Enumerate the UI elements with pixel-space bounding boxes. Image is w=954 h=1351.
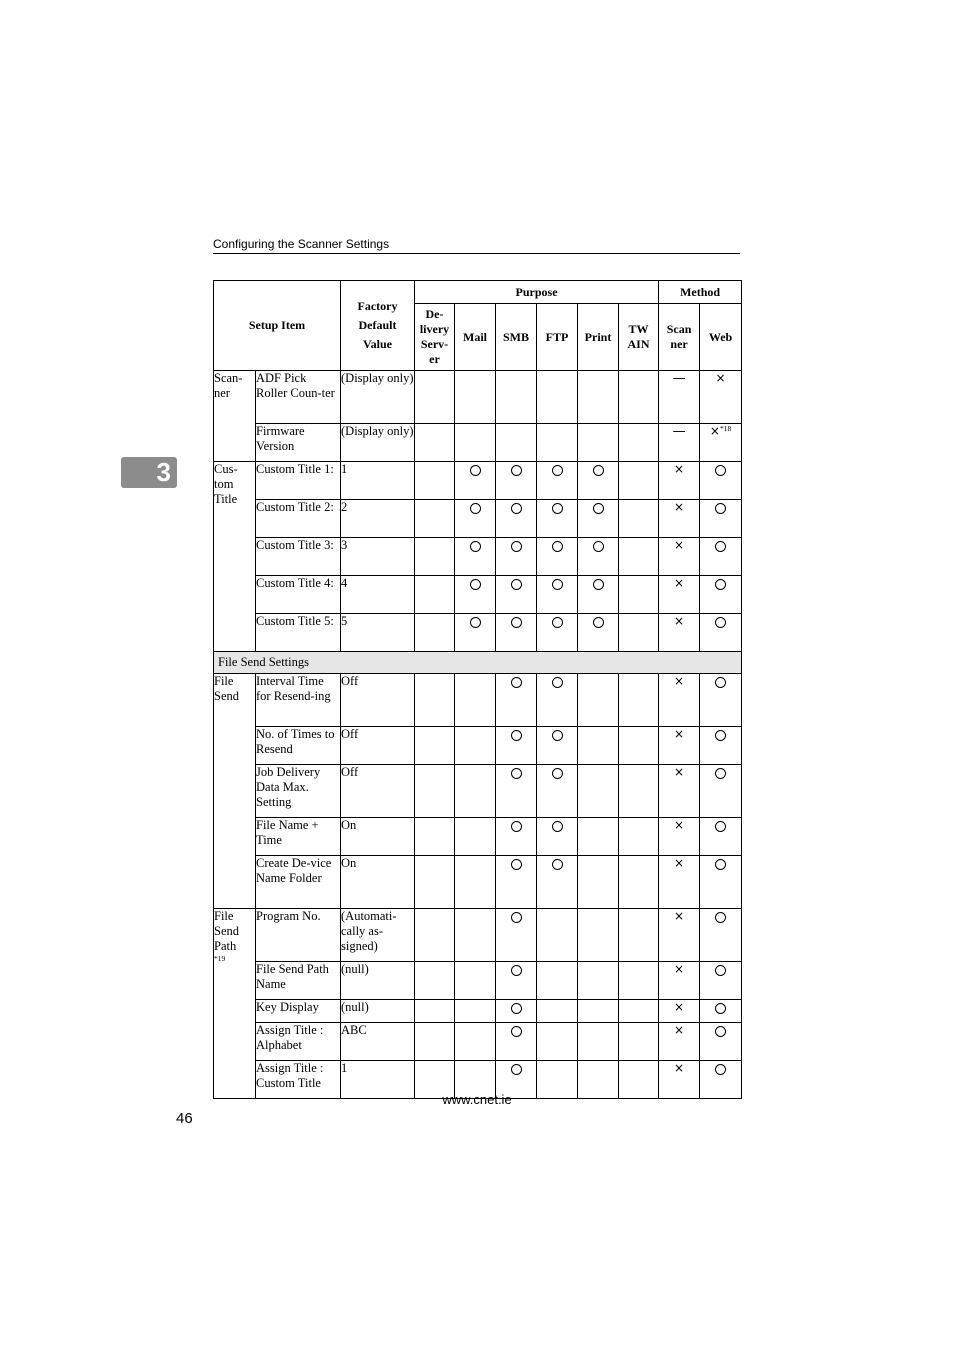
delivery-cell (415, 424, 455, 462)
header-print: Print (578, 304, 619, 371)
not-supported-mark: × (674, 1000, 685, 1014)
supported-circle-icon (715, 541, 726, 552)
ftp-cell (537, 538, 578, 576)
print-cell (578, 909, 619, 962)
chapter-number: 3 (156, 457, 171, 487)
ftp-cell (537, 462, 578, 500)
ftp-cell (537, 674, 578, 727)
scanner-cell (659, 765, 700, 818)
delivery-cell (415, 538, 455, 576)
group-label-cell (214, 462, 256, 652)
not-applicable-dash: — (672, 371, 686, 386)
supported-circle-icon (470, 503, 481, 514)
mail-cell (455, 856, 496, 909)
setup-item-cell: File Send Path Name (256, 962, 341, 1000)
setup-item-cell: File Name + Time (256, 818, 341, 856)
default-value-cell: Off (341, 727, 415, 765)
default-value-cell: Off (341, 674, 415, 727)
supported-circle-icon (593, 503, 604, 514)
print-cell (578, 371, 619, 424)
not-supported-mark: × (674, 614, 685, 628)
table-row (214, 424, 742, 462)
table-row (214, 576, 742, 614)
ftp-cell (537, 765, 578, 818)
default-value-cell: On (341, 818, 415, 856)
print-cell (578, 576, 619, 614)
table-header (214, 281, 742, 371)
default-value-cell: Off (341, 765, 415, 818)
header-setup-item: Setup Item (214, 281, 341, 371)
header-method: Method (659, 281, 742, 304)
setup-item-cell: Firmware Version (256, 424, 341, 462)
print-cell (578, 765, 619, 818)
web-cell (700, 856, 742, 909)
delivery-cell (415, 674, 455, 727)
delivery-cell (415, 856, 455, 909)
print-cell (578, 614, 619, 652)
supported-circle-icon (511, 1064, 522, 1075)
scanner-cell (659, 371, 700, 424)
smb-cell (496, 818, 537, 856)
page-number: 46 (176, 1110, 193, 1127)
supported-circle-icon (715, 730, 726, 741)
delivery-cell (415, 576, 455, 614)
supported-circle-icon (511, 617, 522, 628)
smb-cell (496, 727, 537, 765)
table-row (214, 1023, 742, 1061)
table-row (214, 962, 742, 1000)
setup-item-cell: Create De-vice Name Folder (256, 856, 341, 909)
delivery-cell (415, 371, 455, 424)
setup-item-cell: Custom Title 4: (256, 576, 341, 614)
mail-cell (455, 1000, 496, 1023)
web-cell (700, 909, 742, 962)
smb-cell (496, 909, 537, 962)
twain-cell (619, 500, 659, 538)
header-delivery-server: De-livery Serv-er (415, 304, 455, 371)
table-row (214, 674, 742, 727)
not-supported-mark: × (709, 424, 720, 438)
group-label-cell (214, 371, 256, 462)
supported-circle-icon (511, 912, 522, 923)
web-cell (700, 765, 742, 818)
setup-item-cell: Job Delivery Data Max. Setting (256, 765, 341, 818)
ftp-cell (537, 371, 578, 424)
ftp-cell (537, 1000, 578, 1023)
group-name: Scan-ner (214, 371, 243, 400)
print-cell (578, 1000, 619, 1023)
print-cell (578, 674, 619, 727)
web-cell (700, 1023, 742, 1061)
smb-cell (496, 538, 537, 576)
supported-circle-icon (511, 821, 522, 832)
setup-item-cell: Key Display (256, 1000, 341, 1023)
supported-circle-icon (593, 465, 604, 476)
supported-circle-icon (715, 859, 726, 870)
supported-circle-icon (715, 1064, 726, 1075)
print-cell (578, 962, 619, 1000)
chapter-tab (121, 457, 177, 488)
delivery-cell (415, 727, 455, 765)
mail-cell (455, 674, 496, 727)
web-cell (700, 462, 742, 500)
scanner-cell (659, 674, 700, 727)
mail-cell (455, 424, 496, 462)
group-name: File Send (214, 674, 239, 703)
supported-circle-icon (552, 821, 563, 832)
default-value-cell: 2 (341, 500, 415, 538)
not-supported-mark: × (674, 462, 685, 476)
supported-circle-icon (552, 859, 563, 870)
web-cell (700, 538, 742, 576)
not-supported-mark: × (674, 576, 685, 590)
setup-item-cell: No. of Times to Resend (256, 727, 341, 765)
mail-cell (455, 614, 496, 652)
delivery-cell (415, 614, 455, 652)
scanner-cell (659, 538, 700, 576)
print-cell (578, 424, 619, 462)
scanner-cell (659, 818, 700, 856)
mail-cell (455, 371, 496, 424)
supported-circle-icon (715, 677, 726, 688)
table-row (214, 856, 742, 909)
web-cell (700, 424, 742, 462)
supported-circle-icon (511, 730, 522, 741)
delivery-cell (415, 909, 455, 962)
mail-cell (455, 818, 496, 856)
smb-cell (496, 856, 537, 909)
supported-circle-icon (552, 617, 563, 628)
delivery-cell (415, 765, 455, 818)
supported-circle-icon (552, 730, 563, 741)
print-cell (578, 856, 619, 909)
smb-cell (496, 674, 537, 727)
not-supported-mark: × (674, 500, 685, 514)
not-supported-mark: × (674, 1023, 685, 1037)
supported-circle-icon (470, 617, 481, 628)
supported-circle-icon (511, 677, 522, 688)
web-cell (700, 576, 742, 614)
print-cell (578, 538, 619, 576)
smb-cell (496, 765, 537, 818)
web-cell (700, 674, 742, 727)
scanner-cell (659, 856, 700, 909)
table-row (214, 765, 742, 818)
footnote-ref: *18 (719, 424, 732, 433)
group-name: Cus-tom Title (214, 462, 238, 506)
print-cell (578, 727, 619, 765)
supported-circle-icon (511, 965, 522, 976)
supported-circle-icon (715, 821, 726, 832)
web-cell (700, 614, 742, 652)
table-row (214, 1000, 742, 1023)
setup-item-cell: Program No. (256, 909, 341, 962)
table-row (214, 727, 742, 765)
section-row (214, 652, 742, 674)
default-value-cell: (Display only) (341, 371, 415, 424)
not-supported-mark: × (674, 538, 685, 552)
supported-circle-icon (511, 1003, 522, 1014)
supported-circle-icon (715, 912, 726, 923)
ftp-cell (537, 500, 578, 538)
smb-cell (496, 576, 537, 614)
twain-cell (619, 856, 659, 909)
ftp-cell (537, 856, 578, 909)
smb-cell (496, 371, 537, 424)
web-cell (700, 962, 742, 1000)
section-label: File Send Settings (214, 652, 742, 674)
header-factory-default: Factory Default Value (341, 281, 415, 371)
print-cell (578, 500, 619, 538)
supported-circle-icon (511, 859, 522, 870)
group-label-cell (214, 909, 256, 1099)
ftp-cell (537, 576, 578, 614)
supported-circle-icon (552, 541, 563, 552)
default-value-cell: 1 (341, 1061, 415, 1099)
web-cell (700, 1000, 742, 1023)
not-supported-mark: × (674, 962, 685, 976)
scanner-cell (659, 1023, 700, 1061)
default-value-cell: On (341, 856, 415, 909)
supported-circle-icon (715, 1003, 726, 1014)
delivery-cell (415, 500, 455, 538)
mail-cell (455, 765, 496, 818)
mail-cell (455, 462, 496, 500)
ftp-cell (537, 818, 578, 856)
mail-cell (455, 727, 496, 765)
mail-cell (455, 538, 496, 576)
not-supported-mark: × (674, 674, 685, 688)
mail-cell (455, 1023, 496, 1061)
twain-cell (619, 424, 659, 462)
web-cell (700, 371, 742, 424)
mail-cell (455, 962, 496, 1000)
header-purpose: Purpose (415, 281, 659, 304)
supported-circle-icon (470, 465, 481, 476)
scanner-cell (659, 909, 700, 962)
scanner-cell (659, 1000, 700, 1023)
table-row (214, 818, 742, 856)
scanner-cell (659, 462, 700, 500)
header-ftp: FTP (537, 304, 578, 371)
web-cell (700, 500, 742, 538)
group-label-cell (214, 674, 256, 909)
twain-cell (619, 909, 659, 962)
supported-circle-icon (593, 617, 604, 628)
twain-cell (619, 462, 659, 500)
supported-circle-icon (715, 965, 726, 976)
setup-item-cell: Custom Title 2: (256, 500, 341, 538)
default-value-cell: 1 (341, 462, 415, 500)
smb-cell (496, 462, 537, 500)
default-value-cell: ABC (341, 1023, 415, 1061)
smb-cell (496, 500, 537, 538)
setup-items-table (213, 280, 742, 1099)
supported-circle-icon (552, 677, 563, 688)
default-value-cell: (Display only) (341, 424, 415, 462)
delivery-cell (415, 1023, 455, 1061)
setup-item-cell: Assign Title : Alphabet (256, 1023, 341, 1061)
table-row (214, 614, 742, 652)
supported-circle-icon (552, 503, 563, 514)
table-row (214, 371, 742, 424)
ftp-cell (537, 1023, 578, 1061)
ftp-cell (537, 614, 578, 652)
not-supported-mark: × (674, 765, 685, 779)
default-value-cell: (null) (341, 962, 415, 1000)
supported-circle-icon (470, 579, 481, 590)
setup-item-cell: Interval Time for Resend-ing (256, 674, 341, 727)
ftp-cell (537, 424, 578, 462)
footer-url: www.cnet.ie (442, 1092, 512, 1107)
smb-cell (496, 962, 537, 1000)
not-supported-mark: × (674, 818, 685, 832)
supported-circle-icon (715, 579, 726, 590)
mail-cell (455, 500, 496, 538)
web-cell (700, 727, 742, 765)
group-name: File Send Path (214, 909, 239, 953)
supported-circle-icon (511, 579, 522, 590)
twain-cell (619, 727, 659, 765)
twain-cell (619, 576, 659, 614)
delivery-cell (415, 1000, 455, 1023)
web-cell (700, 818, 742, 856)
default-value-cell: 4 (341, 576, 415, 614)
default-value-cell: (null) (341, 1000, 415, 1023)
running-header: Configuring the Scanner Settings (213, 237, 740, 254)
print-cell (578, 818, 619, 856)
smb-cell (496, 1023, 537, 1061)
supported-circle-icon (715, 503, 726, 514)
setup-item-cell: Assign Title : Custom Title (256, 1061, 341, 1099)
not-applicable-dash: — (672, 424, 686, 439)
ftp-cell (537, 727, 578, 765)
header-scanner: Scan ner (659, 304, 700, 371)
supported-circle-icon (552, 465, 563, 476)
print-cell (578, 462, 619, 500)
smb-cell (496, 424, 537, 462)
default-value-cell: 3 (341, 538, 415, 576)
scanner-cell (659, 614, 700, 652)
setup-item-cell: Custom Title 3: (256, 538, 341, 576)
supported-circle-icon (715, 1026, 726, 1037)
table-row (214, 500, 742, 538)
header-smb: SMB (496, 304, 537, 371)
smb-cell (496, 614, 537, 652)
header-twain: TW AIN (619, 304, 659, 371)
supported-circle-icon (511, 503, 522, 514)
scanner-cell (659, 576, 700, 614)
scanner-cell (659, 424, 700, 462)
scanner-cell (659, 500, 700, 538)
supported-circle-icon (593, 579, 604, 590)
supported-circle-icon (715, 465, 726, 476)
smb-cell (496, 1000, 537, 1023)
twain-cell (619, 765, 659, 818)
setup-item-cell: ADF Pick Roller Coun-ter (256, 371, 341, 424)
twain-cell (619, 538, 659, 576)
supported-circle-icon (593, 541, 604, 552)
not-supported-mark: × (674, 1061, 685, 1075)
default-value-cell: 5 (341, 614, 415, 652)
supported-circle-icon (511, 768, 522, 779)
ftp-cell (537, 962, 578, 1000)
twain-cell (619, 371, 659, 424)
header-web: Web (700, 304, 742, 371)
supported-circle-icon (511, 541, 522, 552)
group-footnote: *19 (214, 954, 226, 963)
mail-cell (455, 576, 496, 614)
twain-cell (619, 1023, 659, 1061)
delivery-cell (415, 462, 455, 500)
setup-item-cell: Custom Title 1: (256, 462, 341, 500)
supported-circle-icon (470, 541, 481, 552)
delivery-cell (415, 818, 455, 856)
twain-cell (619, 614, 659, 652)
twain-cell (619, 1000, 659, 1023)
ftp-cell (537, 909, 578, 962)
supported-circle-icon (552, 768, 563, 779)
delivery-cell (415, 962, 455, 1000)
twain-cell (619, 962, 659, 1000)
supported-circle-icon (715, 768, 726, 779)
twain-cell (619, 674, 659, 727)
not-supported-mark: × (674, 727, 685, 741)
table-row (214, 538, 742, 576)
header-mail: Mail (455, 304, 496, 371)
print-cell (578, 1023, 619, 1061)
setup-item-cell: Custom Title 5: (256, 614, 341, 652)
scanner-cell (659, 962, 700, 1000)
table-body (214, 371, 742, 1099)
supported-circle-icon (715, 617, 726, 628)
table-row (214, 909, 742, 962)
not-supported-mark: × (715, 371, 726, 385)
twain-cell (619, 818, 659, 856)
supported-circle-icon (511, 465, 522, 476)
supported-circle-icon (511, 1026, 522, 1037)
not-supported-mark: × (674, 909, 685, 923)
mail-cell (455, 909, 496, 962)
not-supported-mark: × (674, 856, 685, 870)
supported-circle-icon (552, 579, 563, 590)
table-row (214, 462, 742, 500)
scanner-cell (659, 727, 700, 765)
default-value-cell: (Automati-cally as-signed) (341, 909, 415, 962)
